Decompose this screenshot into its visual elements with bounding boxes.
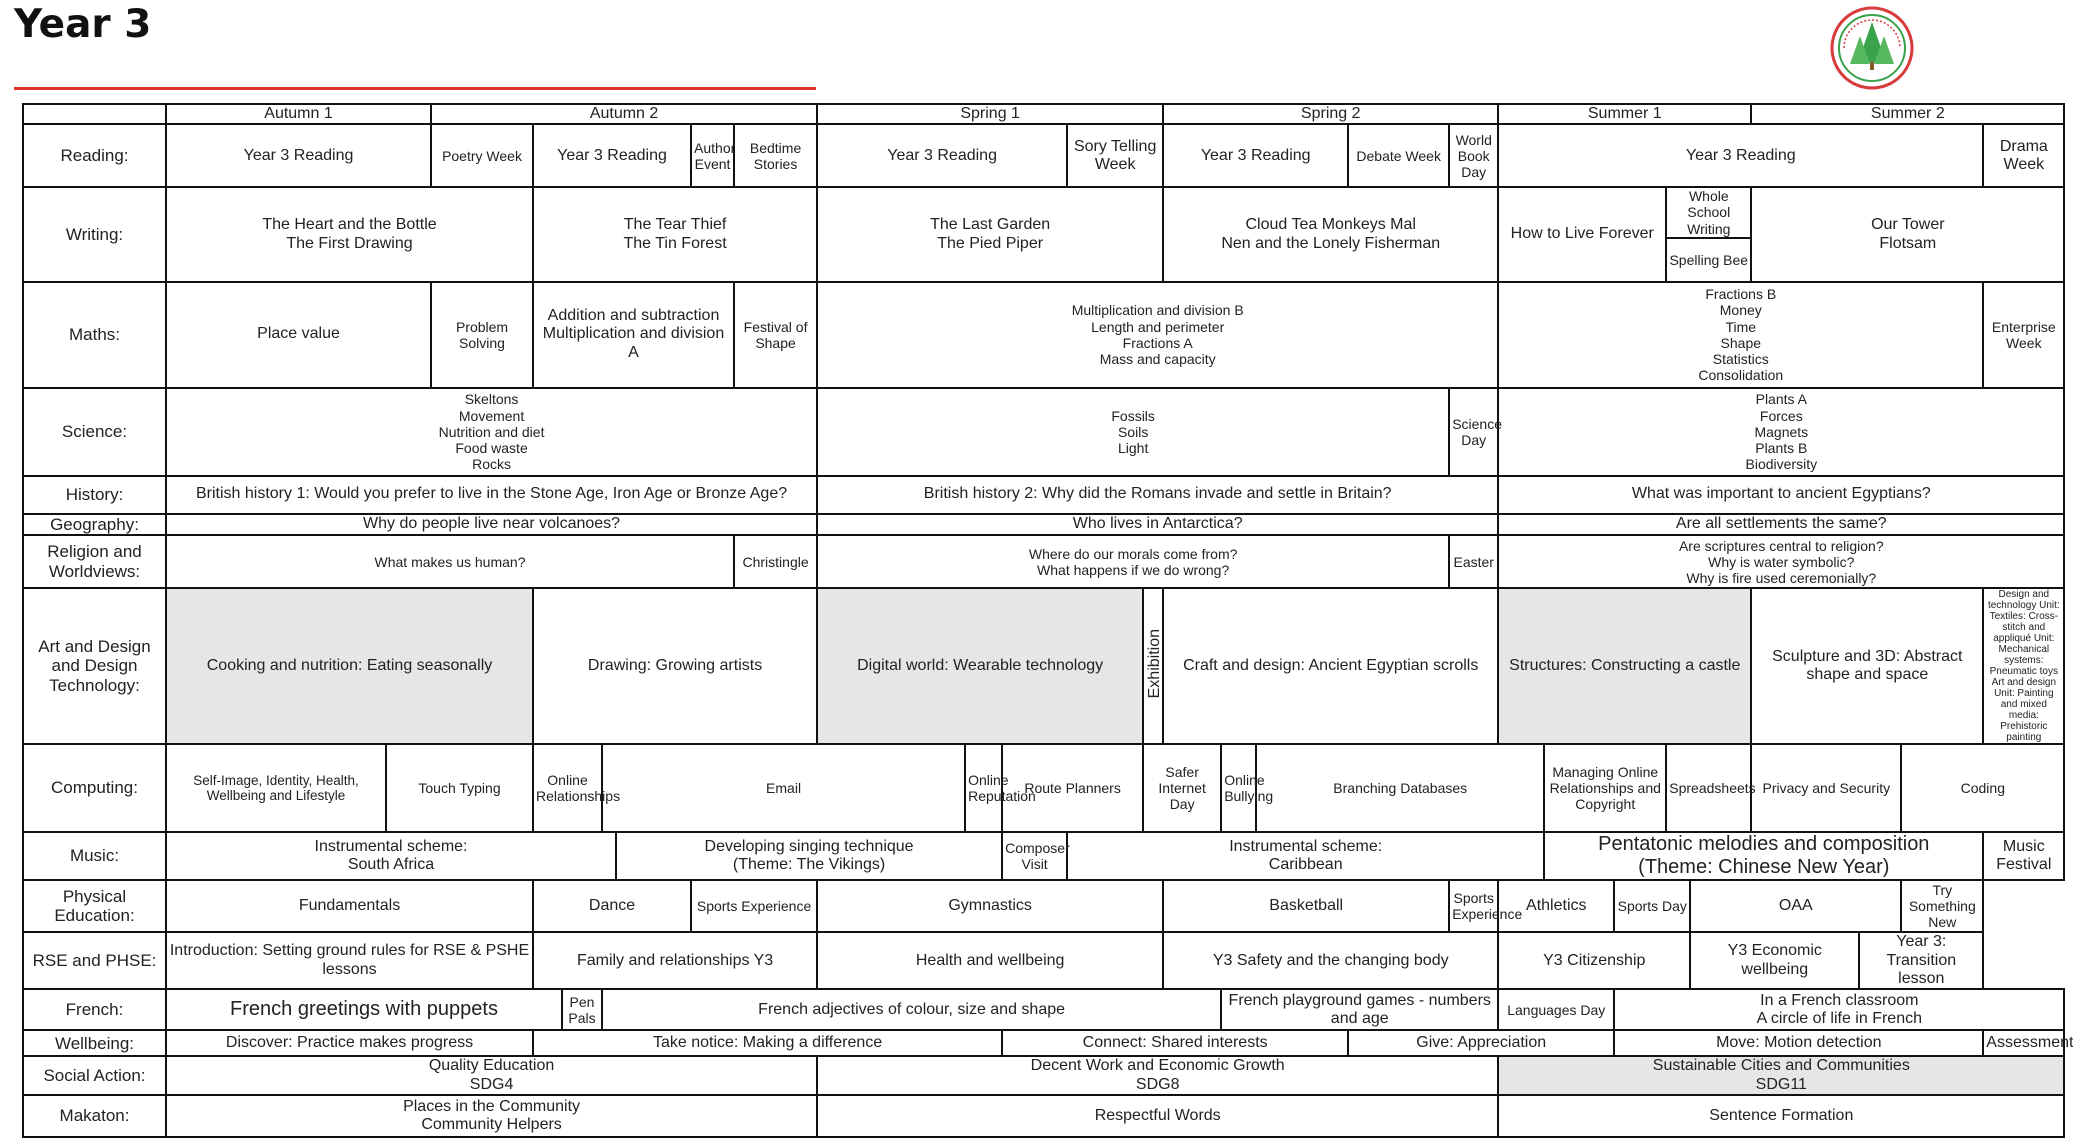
plan-cell: Year 3 Reading — [817, 124, 1067, 187]
plan-cell: Languages Day — [1498, 989, 1614, 1030]
row-label: Makaton: — [23, 1095, 166, 1137]
plan-cell: Try Something New — [1901, 880, 1983, 932]
plan-cell: In a French classroom A circle of life in French — [1614, 989, 2064, 1030]
plan-cell: Take notice: Making a difference — [533, 1030, 1002, 1056]
row-label: Reading: — [23, 124, 166, 187]
title-underline — [14, 87, 816, 90]
plan-cell: Dance — [533, 880, 691, 932]
row-label: Science: — [23, 388, 166, 476]
row-label: Physical Education: — [23, 880, 166, 932]
plan-cell: Y3 Economic wellbeing — [1690, 932, 1859, 989]
term-header: Spring 1 — [817, 104, 1163, 124]
music-row — [23, 832, 2064, 880]
plan-cell: Places in the Community Community Helpers — [166, 1095, 817, 1137]
plan-cell: Instrumental scheme: Caribbean — [1067, 832, 1544, 880]
plan-cell: Privacy and Security — [1751, 744, 1901, 832]
row-label: Religion and Worldviews: — [23, 535, 166, 588]
plan-cell: Bedtime Stories — [734, 124, 817, 187]
writing-row — [23, 187, 2064, 237]
plan-cell: Give: Appreciation — [1348, 1030, 1614, 1056]
plan-cell: Year 3 Reading — [1498, 124, 1983, 187]
plan-cell: Year 3 Reading — [1163, 124, 1348, 187]
plan-cell: Author Event — [691, 124, 734, 187]
plan-cell: Move: Motion detection — [1614, 1030, 1983, 1056]
exhibition-label: Exhibition — [1146, 628, 1164, 699]
plan-cell: Sustainable Cities and Communities SDG11 — [1498, 1056, 2064, 1095]
plan-cell: Cloud Tea Monkeys Mal Nen and the Lonely Fisherman — [1163, 187, 1498, 281]
plan-cell: British history 1: Would you prefer to live in the Stone Age, Iron Age or Bronze Age? — [166, 476, 817, 514]
plan-cell: The Last Garden The Pied Piper — [817, 187, 1163, 281]
plan-cell: Quality Education SDG4 — [166, 1056, 817, 1095]
term-header-row — [23, 104, 2064, 124]
plan-cell: Plants A Forces Magnets Plants B Biodiversity — [1498, 388, 2064, 476]
plan-cell: Sculpture and 3D: Abstract shape and space — [1751, 588, 1983, 744]
row-label: Writing: — [23, 187, 166, 281]
plan-cell: Music Festival — [1983, 832, 2064, 880]
plan-cell: French adjectives of colour, size and shape — [602, 989, 1221, 1030]
plan-cell: Easter — [1449, 535, 1498, 588]
plan-cell: Developing singing technique (Theme: The Vikings) — [616, 832, 1002, 880]
plan-cell: Online Relationships — [533, 744, 602, 832]
school-logo — [1830, 6, 1914, 90]
row-label: History: — [23, 476, 166, 514]
plan-cell: Composer Visit — [1002, 832, 1067, 880]
plan-cell: Why do people live near volcanoes? — [166, 514, 817, 536]
plan-cell: Athletics — [1498, 880, 1614, 932]
plan-cell: Whole School Writing — [1666, 187, 1751, 237]
plan-cell: Coding — [1901, 744, 2064, 832]
plan-cell: Fossils Soils Light — [817, 388, 1449, 476]
plan-cell: Cooking and nutrition: Eating seasonally — [166, 588, 533, 744]
plan-cell — [1143, 588, 1163, 744]
plan-cell: Safer Internet Day — [1143, 744, 1221, 832]
plan-cell: What makes us human? — [166, 535, 734, 588]
plan-cell: Assessment — [1983, 1030, 2064, 1056]
plan-cell: Branching Databases — [1256, 744, 1544, 832]
plan-cell: Self-Image, Identity, Health, Wellbeing and Lifestyle — [166, 744, 386, 832]
plan-cell: Spelling Bee — [1666, 238, 1751, 282]
plan-cell: Gymnastics — [817, 880, 1163, 932]
geography-row — [23, 514, 2064, 536]
curriculum-table — [22, 103, 2073, 1138]
row-label: Maths: — [23, 282, 166, 388]
plan-cell: Enterprise Week — [1983, 282, 2064, 388]
term-header: Autumn 1 — [166, 104, 431, 124]
plan-cell: French greetings with puppets — [166, 989, 562, 1030]
religion-row — [23, 535, 2064, 588]
plan-cell: Instrumental scheme: South Africa — [166, 832, 616, 880]
row-label: Wellbeing: — [23, 1030, 166, 1056]
plan-cell: Discover: Practice makes progress — [166, 1030, 533, 1056]
row-label: Geography: — [23, 514, 166, 536]
plan-cell: Festival of Shape — [734, 282, 817, 388]
plan-cell: Online Bullying — [1221, 744, 1256, 832]
plan-cell: Health and wellbeing — [817, 932, 1163, 989]
makaton-row — [23, 1095, 2064, 1137]
plan-cell: Y3 Safety and the changing body — [1163, 932, 1498, 989]
computing-row — [23, 744, 2064, 832]
row-label: Social Action: — [23, 1056, 166, 1095]
row-label: RSE and PHSE: — [23, 932, 166, 989]
plan-cell: Multiplication and division B Length and perimeter Fractions A Mass and capacity — [817, 282, 1498, 388]
plan-cell: The Tear Thief The Tin Forest — [533, 187, 817, 281]
pe-row — [23, 880, 2064, 932]
page-title: Year 3 — [14, 2, 152, 47]
plan-cell: Craft and design: Ancient Egyptian scrolls — [1163, 588, 1498, 744]
plan-cell: Who lives in Antarctica? — [817, 514, 1498, 536]
science-row — [23, 388, 2064, 476]
plan-cell: World Book Day — [1449, 124, 1498, 187]
plan-cell: Christingle — [734, 535, 817, 588]
plan-cell: Design and technology Unit: Textiles: Cross-stitch and appliqué Unit: Mechanical systems: Pneumatic toys Art and design Unit: Painting and mixed media: Prehistoric painting — [1983, 588, 2064, 744]
term-header: Spring 2 — [1163, 104, 1498, 124]
plan-cell: Drama Week — [1983, 124, 2064, 187]
term-header: Summer 1 — [1498, 104, 1751, 124]
plan-cell: Online Reputation — [965, 744, 1002, 832]
plan-cell: Fractions B Money Time Shape Statistics Consolidation — [1498, 282, 1983, 388]
row-label: Art and Design and Design Technology: — [23, 588, 166, 744]
plan-cell: Debate Week — [1348, 124, 1449, 187]
plan-cell: Addition and subtraction Multiplication and division A — [533, 282, 734, 388]
plan-cell: Pen Pals — [562, 989, 602, 1030]
plan-cell: Place value — [166, 282, 431, 388]
plan-cell: Science Day — [1449, 388, 1498, 476]
plan-cell: Pentatonic melodies and composition (Theme: Chinese New Year) — [1544, 832, 1983, 880]
plan-cell: Digital world: Wearable technology — [817, 588, 1143, 744]
plan-cell: Y3 Citizenship — [1498, 932, 1690, 989]
plan-cell: Decent Work and Economic Growth SDG8 — [817, 1056, 1498, 1095]
plan-cell: Sory Telling Week — [1067, 124, 1163, 187]
history-row — [23, 476, 2064, 514]
plan-cell: Sports Day — [1614, 880, 1690, 932]
art-row — [23, 588, 2064, 744]
plan-cell: Problem Solving — [431, 282, 533, 388]
plan-cell: What was important to ancient Egyptians? — [1498, 476, 2064, 514]
reading-row — [23, 124, 2064, 187]
plan-cell: Fundamentals — [166, 880, 533, 932]
term-header: Autumn 2 — [431, 104, 817, 124]
plan-cell: Family and relationships Y3 — [533, 932, 817, 989]
wellbeing-row — [23, 1030, 2064, 1056]
plan-cell: Skeltons Movement Nutrition and diet Food waste Rocks — [166, 388, 817, 476]
plan-cell: Year 3: Transition lesson — [1859, 932, 1983, 989]
plan-cell: Drawing: Growing artists — [533, 588, 817, 744]
plan-cell: Email — [602, 744, 965, 832]
plan-cell: Sports Experience — [691, 880, 817, 932]
plan-cell: The Heart and the Bottle The First Drawing — [166, 187, 533, 281]
plan-cell: Route Planners — [1002, 744, 1143, 832]
row-label: Computing: — [23, 744, 166, 832]
plan-cell: Sports Experience — [1449, 880, 1498, 932]
row-label: French: — [23, 989, 166, 1030]
plan-cell: Respectful Words — [817, 1095, 1498, 1137]
maths-row — [23, 282, 2064, 388]
plan-cell: Touch Typing — [386, 744, 533, 832]
french-row — [23, 989, 2064, 1030]
plan-cell: French playground games - numbers and age — [1221, 989, 1498, 1030]
term-header: Summer 2 — [1751, 104, 2064, 124]
rse-row — [23, 932, 2064, 989]
plan-cell: Year 3 Reading — [166, 124, 431, 187]
plan-cell: British history 2: Why did the Romans invade and settle in Britain? — [817, 476, 1498, 514]
plan-cell: OAA — [1690, 880, 1901, 932]
row-label: Music: — [23, 832, 166, 880]
plan-cell: Introduction: Setting ground rules for RSE & PSHE lessons — [166, 932, 533, 989]
social-action-row — [23, 1056, 2064, 1095]
plan-cell: Connect: Shared interests — [1002, 1030, 1348, 1056]
plan-cell: Spreadsheets — [1666, 744, 1751, 832]
plan-cell: Structures: Constructing a castle — [1498, 588, 1751, 744]
plan-cell: Are scriptures central to religion? Why is water symbolic? Why is fire used ceremonially? — [1498, 535, 2064, 588]
plan-cell: Where do our morals come from? What happens if we do wrong? — [817, 535, 1449, 588]
plan-cell: Basketball — [1163, 880, 1449, 932]
plan-cell: Our Tower Flotsam — [1751, 187, 2064, 281]
plan-cell: Year 3 Reading — [533, 124, 691, 187]
corner-cell — [23, 104, 166, 124]
plan-cell: Managing Online Relationships and Copyright — [1544, 744, 1666, 832]
plan-cell: How to Live Forever — [1498, 187, 1666, 281]
plan-cell: Are all settlements the same? — [1498, 514, 2064, 536]
plan-cell: Sentence Formation — [1498, 1095, 2064, 1137]
plan-cell: Poetry Week — [431, 124, 533, 187]
